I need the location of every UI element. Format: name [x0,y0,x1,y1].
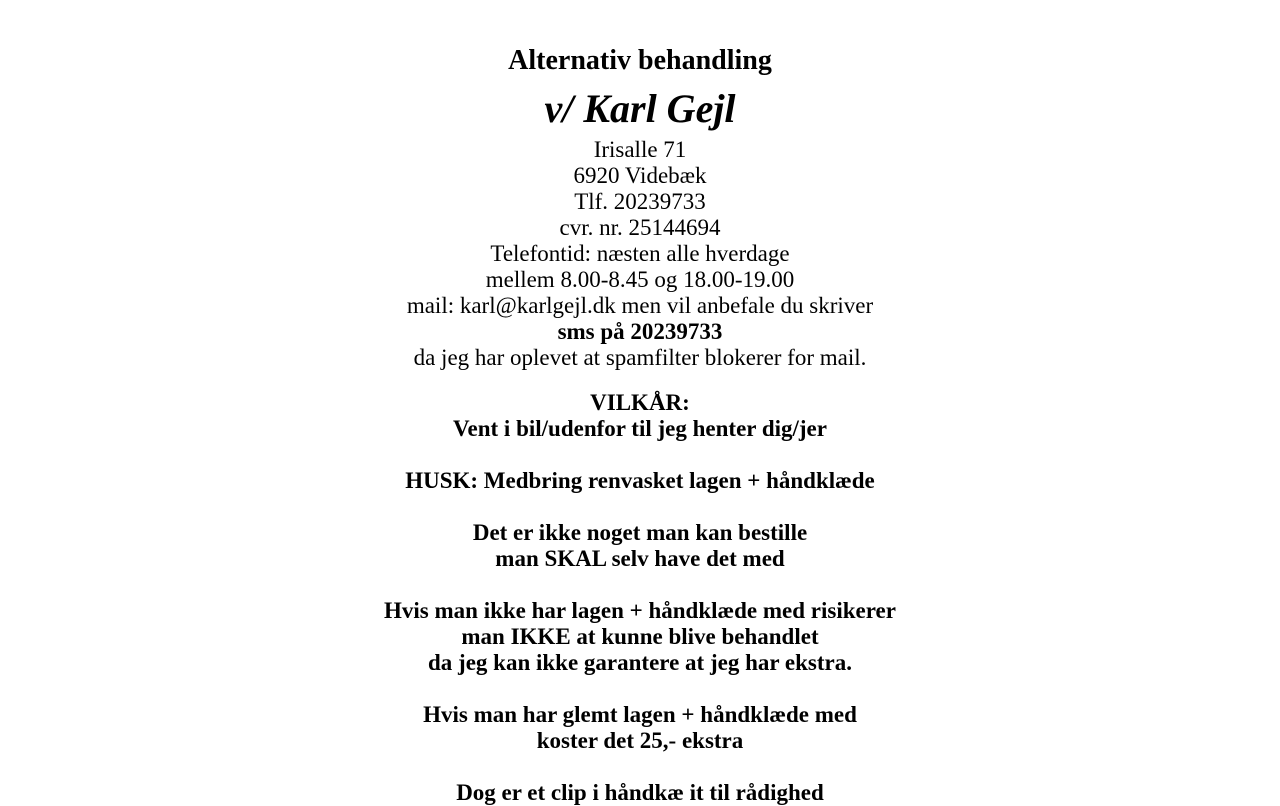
spacer [0,494,1280,520]
terms-line: Vent i bil/udenfor til jeg henter dig/jer [453,416,827,442]
page-title: Alternativ behandling [508,45,772,76]
remember-line: HUSK: Medbring renvasket lagen + håndklæde [405,468,875,494]
contact-line: 6920 Videbæk [573,163,707,189]
spacer [0,754,1280,780]
spacer [0,676,1280,702]
contact-line: Irisalle 71 [593,137,687,163]
risk-line: man IKKE at kunne blive behandlet [461,624,819,650]
sms-line: sms på 20239733 [557,319,723,345]
spacer [0,572,1280,598]
contact-line: mail: karl@karlgejl.dk men vil anbefale du skriver [406,293,874,319]
risk-line: da jeg kan ikke garantere at jeg har ekstra. [428,650,852,676]
contact-line: cvr. nr. 25144694 [559,215,721,241]
order-line: Det er ikke noget man kan bestille [472,520,808,546]
risk-block [0,598,1280,676]
terms-block [0,390,1280,442]
terms-heading: VILKÅR: [590,390,690,416]
order-block [0,520,1280,572]
contact-line: Telefontid: næsten alle hverdage [490,241,790,267]
order-line: man SKAL selv have det med [495,546,785,572]
last-block [0,780,1280,806]
forgot-line: koster det 25,- ekstra [536,728,744,754]
risk-line: Hvis man ikke har lagen + håndklæde med risikerer [384,598,896,624]
contact-line: mellem 8.00-8.45 og 18.00-19.00 [485,267,795,293]
page-subtitle: v/ Karl Gejl [544,86,736,132]
contact-block [0,137,1280,371]
spacer [0,442,1280,468]
spam-note: da jeg har oplevet at spamfilter blokerer for mail. [413,345,867,371]
forgot-line: Hvis man har glemt lagen + håndklæde med [423,702,857,728]
contact-line: Tlf. 20239733 [574,189,706,215]
forgot-block [0,702,1280,754]
last-line: Dog er et clip i håndkæ it til rådighed [456,780,824,806]
spacer [0,371,1280,390]
